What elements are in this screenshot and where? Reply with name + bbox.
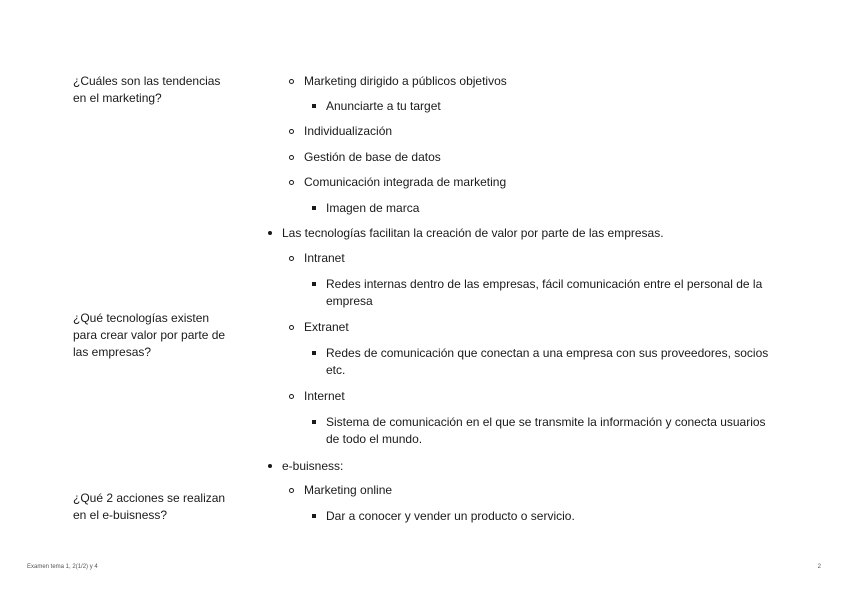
filled-bullet-icon xyxy=(268,464,272,468)
list-item-comunicacion-integrada: Comunicación integrada de marketing xyxy=(304,175,507,189)
square-bullet-icon xyxy=(312,514,316,518)
square-bullet-icon xyxy=(312,420,316,424)
square-bullet-icon xyxy=(312,282,316,286)
hollow-bullet-icon xyxy=(289,129,294,134)
list-item-internet-desc: Sistema de comunicación en el que se transmite la información y conecta usuarios de todo el mundo. xyxy=(326,415,766,446)
list-item-imagen-marca: Imagen de marca xyxy=(326,201,420,215)
list-item-intranet: Intranet xyxy=(304,251,345,265)
list-item-dar-a-conocer: Dar a conocer y vender un producto o servicio. xyxy=(326,509,575,523)
list-item-extranet: Extranet xyxy=(304,320,349,334)
filled-bullet-icon xyxy=(268,231,272,235)
list-item-ebuisness: e-buisness: xyxy=(282,459,344,473)
square-bullet-icon xyxy=(312,104,316,108)
hollow-bullet-icon xyxy=(289,488,294,493)
hollow-bullet-icon xyxy=(289,79,294,84)
list-item-intranet-desc: Redes internas dentro de las empresas, fácil comunicación entre el personal de la empresa xyxy=(326,277,763,308)
footer-page-number: 2 xyxy=(817,564,821,570)
list-item-marketing-dirigido: Marketing dirigido a públicos objetivos xyxy=(304,74,507,88)
list-item-tecnologias: Las tecnologías facilitan la creación de valor por parte de las empresas. xyxy=(282,226,664,240)
square-bullet-icon xyxy=(312,351,316,355)
hollow-bullet-icon xyxy=(289,155,294,160)
hollow-bullet-icon xyxy=(289,325,294,330)
square-bullet-icon xyxy=(312,206,316,210)
list-item-gestion: Gestión de base de datos xyxy=(304,150,441,164)
list-item-anunciarte: Anunciarte a tu target xyxy=(326,99,441,113)
list-item-internet: Internet xyxy=(304,389,345,403)
hollow-bullet-icon xyxy=(289,256,294,261)
footer-document-title: Examen tema 1, 2(1/2) y 4 xyxy=(27,564,98,570)
list-item-extranet-desc: Redes de comunicación que conectan a una empresa con sus proveedores, socios etc. xyxy=(326,346,769,377)
hollow-bullet-icon xyxy=(289,394,294,399)
hollow-bullet-icon xyxy=(289,180,294,185)
question-technologies: ¿Qué tecnologías existen para crear valor por parte de las empresas? xyxy=(73,311,226,359)
question-ebusiness-actions: ¿Qué 2 acciones se realizan en el e-buisness? xyxy=(73,491,226,522)
question-marketing-trends: ¿Cuáles son las tendencias en el marketing? xyxy=(73,74,221,105)
list-item-marketing-online: Marketing online xyxy=(304,483,393,497)
list-item-individualizacion: Individualización xyxy=(304,124,393,138)
